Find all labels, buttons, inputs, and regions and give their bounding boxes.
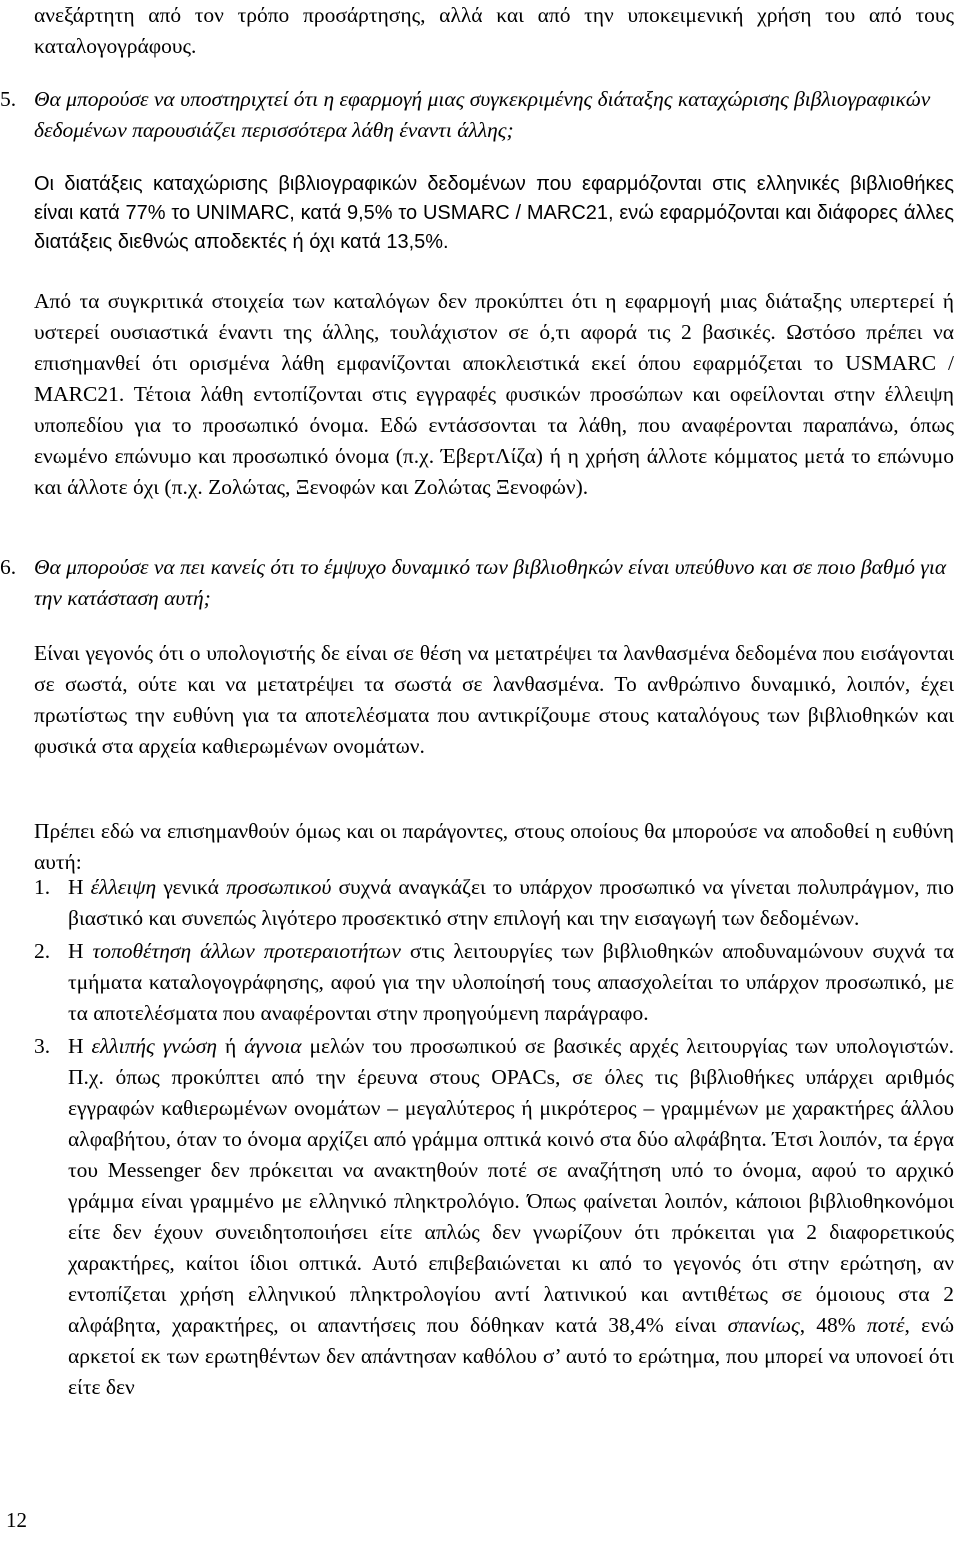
list-item-text: γενικά xyxy=(156,875,227,899)
list-item-text: Η xyxy=(68,875,91,899)
list-item-number: 3. xyxy=(34,1034,51,1058)
list-item-text: ή xyxy=(217,1034,245,1058)
question-6-answer-1: Είναι γεγονός ότι ο υπολογιστής δε είναι σε θέση να μετατρέψει τα λανθασμένα δεδομένα που εισάγονται σε σωστά, ούτε και να μετατρέψει τα σωστά σε λανθασμένα. Το ανθρώπινο δυναμικό, λοιπόν, έχει πρωτίστως την ευθύνη για τα αποτελέσματα που αντικρίζουμε στους καταλόγους των βιβλιοθηκών και φυσικά στα αρχεία καθιερωμένων ονομάτων. xyxy=(34,641,954,758)
list-item-text: , ενώ αρκετοί εκ των ερωτηθέντων δεν απάντησαν καθόλου σ’ αυτό το ερώτημα, που μπορεί να υπονοεί ότι είτε δεν xyxy=(68,1313,954,1399)
list-item-number: 2. xyxy=(34,939,51,963)
list-item-emphasis: προσωπικού xyxy=(226,875,332,899)
list-item-text: Η xyxy=(68,1034,92,1058)
list-item-emphasis: έλλειψη xyxy=(90,875,157,899)
list-item-emphasis: ποτέ xyxy=(866,1313,905,1337)
list-item xyxy=(34,936,954,1029)
question-6-answer-2: Πρέπει εδώ να επισημανθούν όμως και οι παράγοντες, στους οποίους θα μπορούσε να αποδοθεί η ευθύνη αυτή: xyxy=(34,819,954,874)
question-5-text: Θα μπορούσε να υποστηριχτεί ότι η εφαρμογή μιας συγκεκριμένης διάταξης καταχώρισης βιβλιογραφικών δεδομένων παρουσιάζει περισσότερα λάθη έναντι άλλης; xyxy=(34,87,931,142)
list-item-text: , 48% xyxy=(799,1313,867,1337)
list-item-text: μελών του προσωπικού σε βασικές αρχές λειτουργίας των υπολογιστών. Π.χ. όπως προκύπτει από την έρευνα στους OPACs, σε όλες τις βιβλιοθήκες υπάρχει αριθμός εγγραφών καθιερωμένων ονομάτων – μεγαλύτερος ή μικρότερος – γραμμένων με χαρακτήρες άλλου αλφαβήτου, όταν το όνομα αρχίζει από γράμμα οπτικά κοινό στα δύο αλφάβητα. Έτσι λοιπόν, τα έργα του Messenger δεν πρόκειται να ανακτηθούν ποτέ σε αναζήτηση υπό το όνομα, αφού το αρχικό γράμμα είναι γραμμένο με ελληνικό πληκτρολόγιο. Όπως φαίνεται λοιπόν, κάποιοι βιβλιοθηκονόμοι είτε δεν έχουν συνειδητοποιήσει είτε απλώς δεν γνωρίζουν ότι πρόκειται για 2 διαφορετικούς χαρακτήρες, καίτοι ίδιοι οπτικά. Αυτό επιβεβαιώνεται κι από το γεγονός ότι στην ερώτηση, αν εντοπίζεται χρήση ελληνικού πληκτρολογίου αντί λατινικού και αντιθέτως σε όμοιους στα 2 αλφάβητα, χαρακτήρες, οι απαντήσεις που δόθηκαν κατά 38,4% είναι xyxy=(68,1034,955,1337)
intro-paragraph: ανεξάρτητη από τον τρόπο προσάρτησης, αλλά και από την υποκειμενική χρήση του από τους καταλογογράφους. xyxy=(34,3,954,58)
question-5-answer-2: Από τα συγκριτικά στοιχεία των καταλόγων δεν προκύπτει ότι η εφαρμογή μιας διάταξης υπερτερεί ή υστερεί ουσιαστικά έναντι της άλλης, τουλάχιστον σε ό,τι αφορά τις 2 βασικές. Ωστόσο πρέπει να επισημανθεί ότι ορισμένα λάθη εμφανίζονται αποκλειστικά εκεί όπου εφαρμόζεται το USMARC / MARC21. Τέτοια λάθη εντοπίζονται στις εγγραφές φυσικών προσώπων και οφείλονται στην έλλειψη υποπεδίου για το προσωπικό όνομα. Εδώ εντάσσονται τα λάθη, που αναφέρονται παραπάνω, όπως ενωμένο επώνυμο και προσωπικό όνομα (π.χ. ΈβερτΛίζα) ή η χρήση άλλοτε κόμματος μετά το επώνυμο και άλλοτε όχι (π.χ. Ζολώτας, Ξενοφών και Ζολώτας Ξενοφών). xyxy=(34,289,954,499)
list-item xyxy=(34,872,954,934)
list-item-text: συχνά αναγκάζει το υπάρχον προσωπικό να γίνεται πολυπράγμον, πιο βιαστικό και συνεπώς λιγότερο προσεκτικό στην επιλογή και την εισαγωγή των δεδομένων. xyxy=(68,875,955,930)
list-item-text: στις λειτουργίες των βιβλιοθηκών αποδυναμώνουν συχνά τα τμήματα καταλογογράφησης, αφού για την υλοποίησή τους απασχολείται το υπάρχον προσωπικό, με τα αποτελέσματα που αναφέρονται στην προηγούμενη παράγραφο. xyxy=(68,939,954,1025)
list-item-emphasis: ελλιπής γνώση xyxy=(91,1034,217,1058)
list-item-emphasis: άγνοια xyxy=(244,1034,302,1058)
factors-list xyxy=(34,872,954,1403)
page-number: 12 xyxy=(6,1508,27,1532)
question-6-text: Θα μπορούσε να πει κανείς ότι το έμψυχο δυναμικό των βιβλιοθηκών είναι υπεύθυνο και σε ποιο βαθμό για την κατάσταση αυτή; xyxy=(34,555,947,610)
question-5-number: 5. xyxy=(0,87,17,111)
list-item xyxy=(34,1031,954,1403)
question-5-answer-1: Οι διατάξεις καταχώρισης βιβλιογραφικών δεδομένων που εφαρμόζονται στις ελληνικές βιβλιοθήκες είναι κατά 77% το UNIMARC, κατά 9,5% το USMARC / MARC21, ενώ εφαρμόζονται και διάφορες άλλες διατάξεις διεθνώς αποδεκτές ή όχι κατά 13,5%. xyxy=(34,173,954,253)
list-item-number: 1. xyxy=(34,875,51,899)
list-item-text: Η xyxy=(68,939,93,963)
question-6-number: 6. xyxy=(0,555,17,579)
list-item-emphasis: σπανίως xyxy=(727,1313,800,1337)
list-item-emphasis: τοποθέτηση άλλων προτεραιοτήτων xyxy=(92,939,401,963)
question-6-block xyxy=(0,552,958,614)
question-5-block xyxy=(0,84,958,146)
